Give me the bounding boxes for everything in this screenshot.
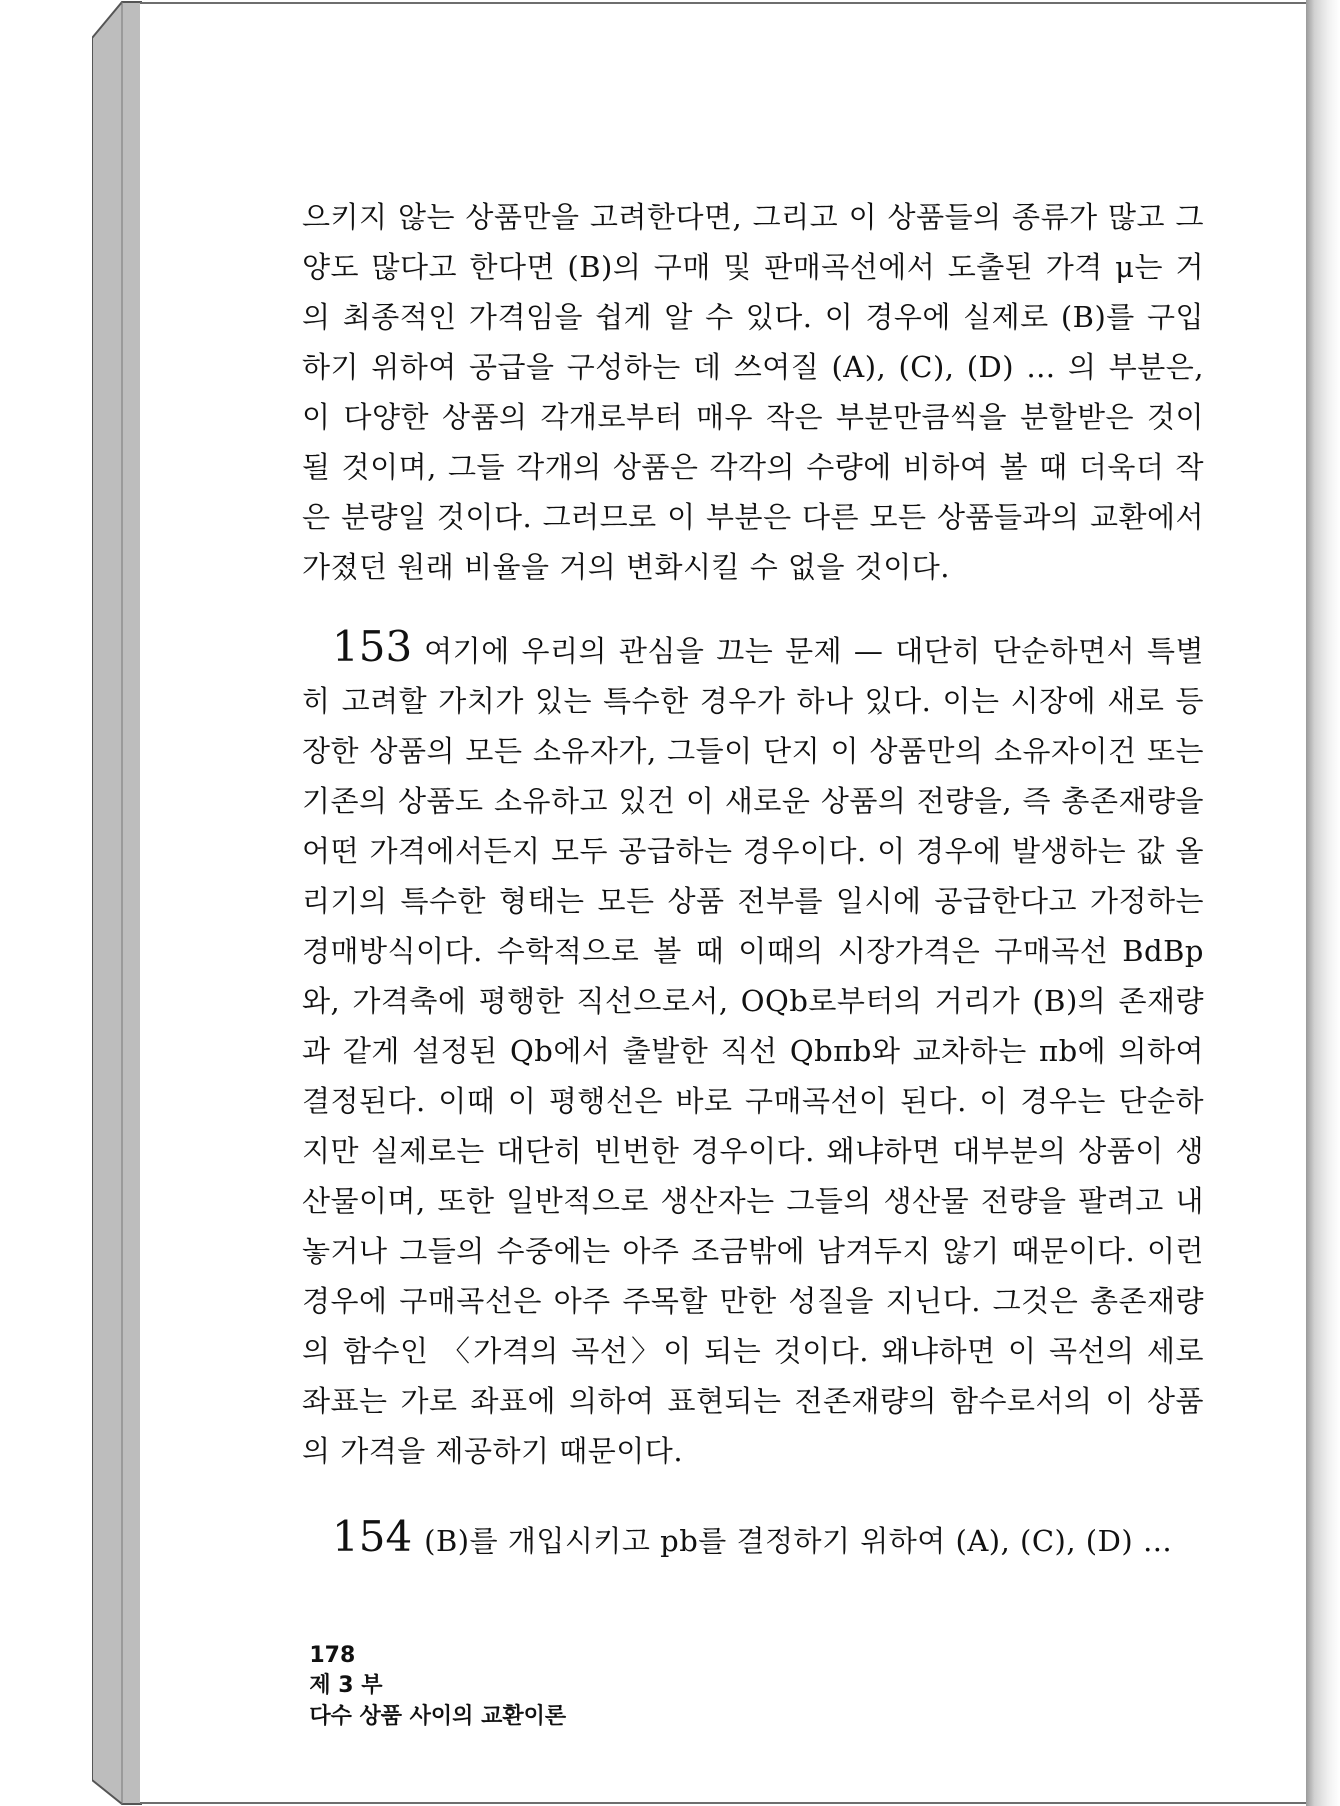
page-footer [294, 1618, 576, 1730]
section-154 [302, 1512, 1204, 1566]
section-153-paragraph [302, 622, 1204, 1476]
page-number: 178 [309, 1643, 356, 1668]
chapter-title: 다수 상품 사이의 교환이론 [309, 1704, 567, 1729]
part-label: 제 3 부 [309, 1673, 383, 1698]
paragraph-text: 으키지 않는 상품만을 고려한다면, 그리고 이 상품들의 종류가 많고 그 양도 많다고 한다면 (B)의 구매 및 판매곡선에서 도출된 가격 μ는 거의 최종적인 가격임을 쉽게 알 수 있다. 이 경우에 실제로 (B)를 구입하기 위하여 공급을 구성하는 데 쓰여질 (A), (C), (D) … 의 부분은, 이 다양한 상품의 각개로부터 매우 작은 부분만큼씩을 분할받은 것이 될 것이며, 그들 각개의 상품은 각각의 수량에 비하여 볼 때 더욱더 작은 분량일 것이다. 그러므로 이 부분은 다른 모든 상품들과의 교환에서 가졌던 원래 비율을 거의 변화시킬 수 없을 것이다. [302, 200, 1204, 584]
book-spine [92, 0, 142, 1806]
page-edge-shadow [1306, 0, 1340, 1806]
section-text: 여기에 우리의 관심을 끄는 문제 — 대단히 단순하면서 특별히 고려할 가치가 있는 특수한 경우가 하나 있다. 이는 시장에 새로 등장한 상품의 모든 소유자가, 그들이 단지 이 상품만의 소유자이건 또는 기존의 상품도 소유하고 있건 이 새로운 상품의 전량을, 즉 총존재량을 어떤 가격에서든지 모두 공급하는 경우이다. 이 경우에 발생하는 값 올리기의 특수한 형태는 모든 상품 전부를 일시에 공급한다고 가정하는 경매방식이다. 수학적으로 볼 때 이때의 시장가격은 구매곡선 BdBp와, 가격축에 평행한 직선으로서, OQb로부터의 거리가 (B)의 존재량과 같게 설정된 Qb에서 출발한 직선 Qbπb와 교차하는 πb에 의하여 결정된다. 이때 이 평행선은 바로 구매곡선이 된다. 이 경우는 단순하지만 실제로는 대단히 빈번한 경우이다. 왜냐하면 대부분의 상품이 생산물이며, 또한 일반적으로 생산자는 그들의 생산물 전량을 팔려고 내놓거나 그들의 수중에는 아주 조금밖에 남겨두지 않기 때문이다. 이런 경우에 구매곡선은 아주 주목할 만한 성질을 지닌다. 그것은 총존재량의 함수인 〈가격의 곡선〉이 되는 것이다. 왜냐하면 이 곡선의 세로 좌표는 가로 좌표에 의하여 표현되는 전존재량의 함수로서의 이 상품의 가격을 제공하기 때문이다. [302, 634, 1204, 1468]
section-number: 154 [332, 1512, 413, 1561]
section-153 [302, 622, 1204, 1476]
section-text: (B)를 개입시키고 pb를 결정하기 위하여 (A), (C), (D) … [424, 1524, 1173, 1558]
section-number: 153 [332, 622, 413, 671]
paragraph-continuation [302, 192, 1204, 592]
section-154-paragraph [302, 1512, 1204, 1566]
